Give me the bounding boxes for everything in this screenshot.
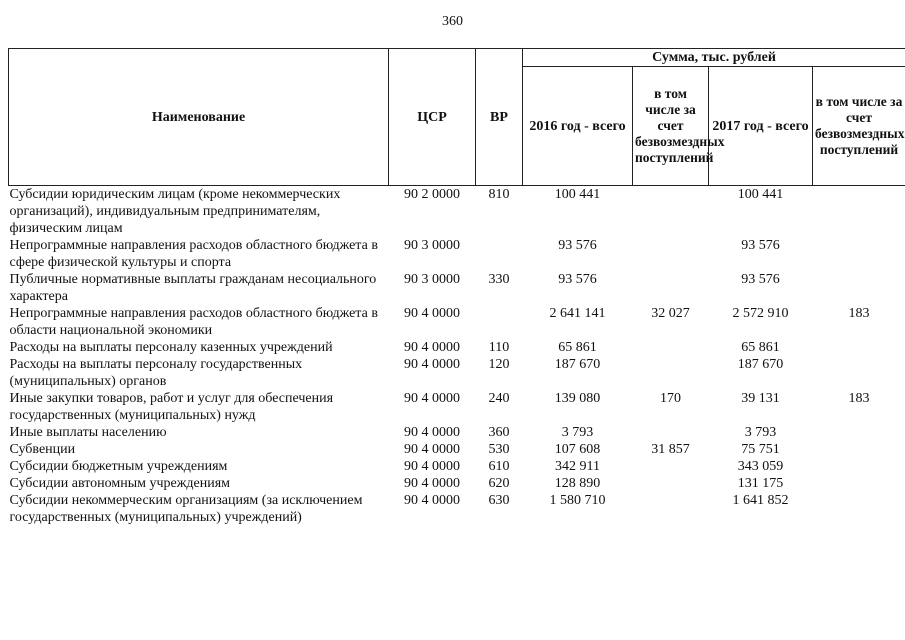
cell-name: Непрограммные направления расходов областного бюджета в сфере физической культуры и спорта [9, 238, 378, 270]
cell-vr: 120 [488, 357, 510, 372]
cell-2017-total: 187 670 [737, 357, 784, 372]
cell-2017-free: 183 [848, 391, 870, 406]
cell-name: Непрограммные направления расходов областного бюджета в области национальной экономики [9, 306, 378, 338]
cell-2017-total: 100 441 [737, 187, 784, 202]
cell-vr: 330 [488, 272, 510, 287]
cell-2017-free [813, 339, 905, 356]
table-row [9, 390, 905, 424]
cell-2016-free: 32 027 [651, 306, 690, 321]
cell-2017-total: 343 059 [737, 459, 784, 474]
cell-2016-free [633, 237, 709, 271]
cell-vr: 110 [488, 340, 510, 355]
table-row [9, 441, 905, 458]
cell-2017-total: 93 576 [741, 272, 780, 287]
cell-csr: 90 4 0000 [404, 340, 460, 355]
cell-csr: 90 4 0000 [404, 442, 460, 457]
cell-csr: 90 3 0000 [404, 272, 460, 287]
cell-name: Субвенции [9, 442, 76, 457]
cell-vr: 810 [488, 187, 510, 202]
cell-2017-free [813, 424, 905, 441]
cell-2017-free [813, 356, 905, 390]
cell-vr [476, 237, 523, 271]
cell-csr: 90 4 0000 [404, 357, 460, 372]
cell-vr: 360 [488, 425, 510, 440]
cell-2017-free [813, 186, 905, 238]
cell-2017-total: 3 793 [744, 425, 777, 440]
cell-2017-free [813, 492, 905, 526]
cell-2017-total: 93 576 [741, 238, 780, 253]
cell-vr: 610 [488, 459, 510, 474]
budget-table [8, 48, 905, 526]
cell-name: Расходы на выплаты персоналу казенных учреждений [9, 340, 333, 355]
table-header [9, 49, 905, 186]
cell-2016-total: 100 441 [554, 187, 601, 202]
header-csr: ЦСР [389, 49, 476, 186]
table-row [9, 475, 905, 492]
cell-2016-free [633, 475, 709, 492]
cell-2016-total: 107 608 [554, 442, 601, 457]
cell-csr: 90 4 0000 [404, 306, 460, 321]
cell-vr: 630 [488, 493, 510, 508]
cell-2016-free: 31 857 [651, 442, 690, 457]
cell-csr: 90 4 0000 [404, 459, 460, 474]
cell-name: Иные закупки товаров, работ и услуг для обеспечения государственных (муниципальных) нужд [9, 391, 334, 423]
table-row [9, 492, 905, 526]
cell-2016-free [633, 458, 709, 475]
cell-csr: 90 4 0000 [404, 493, 460, 508]
cell-2016-total: 342 911 [555, 459, 600, 474]
cell-2017-total: 131 175 [737, 476, 784, 491]
cell-name: Расходы на выплаты персоналу государственных (муниципальных) органов [9, 357, 303, 389]
table-row [9, 237, 905, 271]
cell-2016-total: 3 793 [561, 425, 594, 440]
cell-2016-total: 93 576 [558, 238, 597, 253]
table-row [9, 186, 905, 238]
cell-2016-free [633, 424, 709, 441]
table-row [9, 356, 905, 390]
header-2016-total: 2016 год - всего [523, 67, 633, 186]
table-row [9, 271, 905, 305]
cell-2016-free [633, 492, 709, 526]
cell-name: Публичные нормативные выплаты гражданам несоциального характера [9, 272, 377, 304]
cell-2016-total: 65 861 [558, 340, 597, 355]
table-row [9, 424, 905, 441]
header-sum-group: Сумма, тыс. рублей [523, 49, 905, 67]
cell-2017-free [813, 237, 905, 271]
cell-2017-free [813, 441, 905, 458]
cell-name: Субсидии автономным учреждениям [9, 476, 231, 491]
cell-2017-total: 2 572 910 [732, 306, 789, 321]
cell-2016-free [633, 339, 709, 356]
header-2016-free: в том числе за счет безвозмездных поступлений [633, 67, 709, 186]
cell-2017-free: 183 [848, 306, 870, 321]
table-row [9, 339, 905, 356]
cell-2016-total: 2 641 141 [549, 306, 606, 321]
cell-vr [476, 305, 523, 339]
cell-2016-total: 139 080 [554, 391, 601, 406]
cell-vr: 620 [488, 476, 510, 491]
table-body [9, 186, 905, 527]
header-name: Наименование [9, 49, 389, 186]
table-row [9, 458, 905, 475]
cell-2017-total: 39 131 [741, 391, 780, 406]
cell-2016-free [633, 356, 709, 390]
header-2017-total: 2017 год - всего [709, 67, 813, 186]
cell-name: Субсидии юридическим лицам (кроме некоммерческих организаций), индивидуальным предпринимателям, физическим лицам [9, 187, 341, 236]
cell-csr: 90 4 0000 [404, 425, 460, 440]
cell-2016-free [633, 271, 709, 305]
cell-vr: 240 [488, 391, 510, 406]
cell-2017-total: 65 861 [741, 340, 780, 355]
cell-2017-total: 1 641 852 [732, 493, 789, 508]
cell-2017-total: 75 751 [741, 442, 780, 457]
cell-2016-total: 187 670 [554, 357, 601, 372]
header-2017-free: в том числе за счет безвозмездных поступлений [813, 67, 905, 186]
cell-2017-free [813, 271, 905, 305]
cell-2017-free [813, 458, 905, 475]
header-vr: ВР [476, 49, 523, 186]
cell-csr: 90 4 0000 [404, 476, 460, 491]
page-number: 360 [442, 14, 463, 29]
cell-2017-free [813, 475, 905, 492]
cell-name: Субсидии бюджетным учреждениям [9, 459, 228, 474]
cell-name: Иные выплаты населению [9, 425, 167, 440]
cell-csr: 90 4 0000 [404, 391, 460, 406]
cell-vr: 530 [488, 442, 510, 457]
cell-2016-free [633, 186, 709, 238]
table-row [9, 305, 905, 339]
cell-csr: 90 2 0000 [404, 187, 460, 202]
cell-2016-total: 1 580 710 [549, 493, 606, 508]
cell-2016-free: 170 [660, 391, 681, 406]
cell-name: Субсидии некоммерческим организациям (за исключением государственных (муниципальных) учреждений) [9, 493, 363, 525]
cell-2016-total: 93 576 [558, 272, 597, 287]
cell-csr: 90 3 0000 [404, 238, 460, 253]
cell-2016-total: 128 890 [554, 476, 601, 491]
